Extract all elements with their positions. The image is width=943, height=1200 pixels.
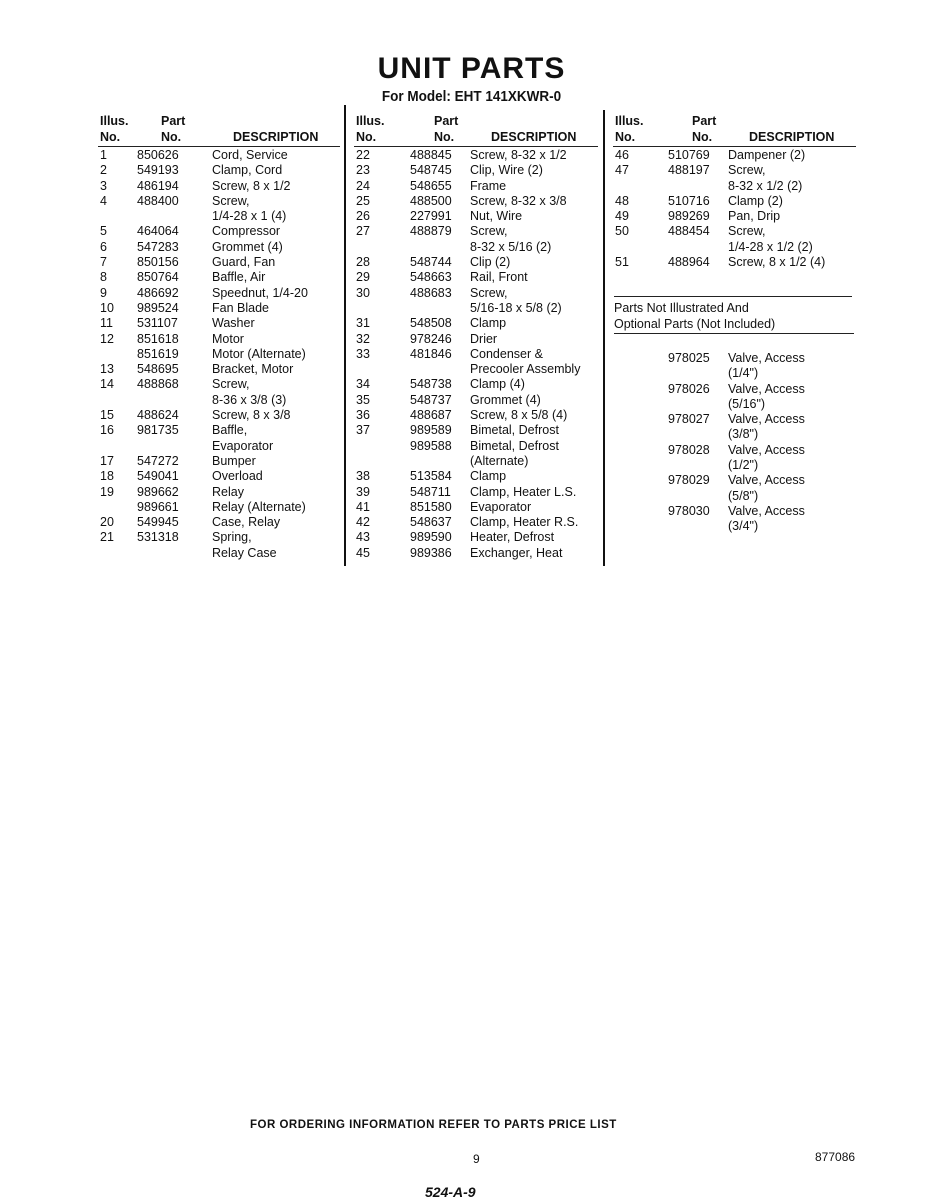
illus-header-1: Illus. [100,114,129,128]
description: Valve, Access [728,351,805,365]
description: 5/16-18 x 5/8 (2) [470,300,562,315]
part-no: 548737 [410,392,452,407]
illus-no: 34 [356,377,370,392]
description: Screw, 8 x 1/2 [212,178,291,193]
part-no: 851618 [137,331,179,346]
header-rule [98,146,340,147]
illus-no: 51 [615,255,629,270]
part-no: 548711 [410,484,451,499]
description: Screw, [212,377,250,392]
part-header-2: No. [434,130,455,144]
part-no: 549041 [137,469,179,484]
part-no: 978027 [668,412,710,427]
part-no: 981735 [137,423,179,438]
part-no: 464064 [137,224,179,239]
part-no: 989590 [410,530,452,545]
description: Relay [212,484,244,499]
description: Valve, Access [728,381,805,396]
illus-no: 19 [100,484,114,499]
description: Screw, 8-32 x 1/2 [470,148,567,162]
description: Spring, [212,530,252,545]
illus-no: 17 [100,453,114,468]
description: Clamp, Heater R.S. [470,515,579,530]
description: Washer [212,316,255,331]
part-no: 486194 [137,178,179,193]
part-header-1: Part [161,114,186,128]
part-no: 488683 [410,285,452,300]
part-no: 488454 [668,224,710,239]
illus-no: 31 [356,316,370,331]
description: Speednut, 1/4-20 [212,285,308,300]
part-no: 227991 [410,209,452,224]
illus-no: 45 [356,545,370,560]
description: Rail, Front [470,270,528,285]
description: Baffle, [212,423,248,438]
column-divider [344,105,346,566]
illus-no: 10 [100,300,114,315]
ordering-info-footer: FOR ORDERING INFORMATION REFER TO PARTS PRICE LIST [250,1119,617,1131]
description: Clamp [470,469,507,484]
description: Motor (Alternate) [212,346,306,361]
document-number: 877086 [815,1150,856,1164]
illus-no: 41 [356,499,370,514]
illus-no: 11 [100,316,113,331]
description: Dampener (2) [728,148,806,162]
part-no: 978030 [668,503,710,518]
part-no: 488624 [137,408,179,423]
model-subtitle: For Model: EHT 141XKWR-0 [381,88,562,105]
header-rule [613,146,856,147]
description: (3/8") [728,427,759,442]
description: Screw, [212,193,250,208]
description: (1/4") [728,366,759,381]
part-no: 486692 [137,285,179,300]
illus-no: 46 [615,148,629,162]
part-no: 548637 [410,515,452,530]
part-no: 531318 [137,530,179,545]
description: Drier [470,331,498,346]
description: Exchanger, Heat [470,545,563,560]
illus-header-1: Illus. [356,114,385,128]
description: Nut, Wire [470,209,523,224]
part-no: 851619 [137,346,179,361]
description: Heater, Defrost [470,530,555,545]
illus-no: 14 [100,377,114,392]
part-no: 488879 [410,224,452,239]
handwritten-reference: 524-A-9 [425,1184,476,1200]
part-no: 488500 [410,193,452,208]
part-no: 548508 [410,316,452,331]
description-header: DESCRIPTION [491,130,577,144]
illus-no: 22 [356,148,370,162]
illus-no: 25 [356,193,370,208]
illus-no: 8 [100,270,107,285]
description: Valve, Access [728,473,805,488]
part-no: 547283 [137,239,179,254]
illus-no: 36 [356,408,370,423]
optional-note-line-2: Optional Parts (Not Included) [614,316,776,331]
illus-no: 5 [100,224,107,239]
part-no: 978029 [668,473,710,488]
description: Grommet (4) [212,239,283,254]
illus-no: 24 [356,178,370,193]
description: Clamp [470,316,507,331]
description: Screw, [728,224,766,239]
illus-no: 23 [356,163,370,178]
description: Evaporator [470,499,532,514]
part-no: 513584 [410,469,452,484]
description: Bumper [212,453,256,468]
description: Clamp (2) [728,193,783,208]
description: Clip, Wire (2) [470,163,543,178]
description: Pan, Drip [728,209,781,224]
part-no: 989588 [410,438,452,453]
description-header: DESCRIPTION [233,130,319,144]
illus-no: 2 [100,163,107,178]
description: Screw, 8 x 5/8 (4) [470,408,568,423]
description: Overload [212,469,263,484]
description: Compressor [212,224,281,239]
description: Screw, 8 x 3/8 [212,408,291,423]
description: Motor [212,331,244,346]
description: Baffle, Air [212,270,266,285]
page-number: 9 [473,1152,480,1166]
part-no: 548695 [137,362,179,377]
optional-note-line-1: Parts Not Illustrated And [614,301,749,315]
description: Screw, [470,224,508,239]
illus-no: 33 [356,346,370,361]
illus-no: 7 [100,255,107,270]
part-no: 488845 [410,148,452,162]
part-no: 978026 [668,381,710,396]
illus-no: 6 [100,239,107,254]
illus-no: 12 [100,331,114,346]
part-no: 488197 [668,163,710,178]
description: Fan Blade [212,300,269,315]
part-no: 850764 [137,270,179,285]
illus-no: 15 [100,408,114,423]
illus-no: 38 [356,469,370,484]
description: Evaporator [212,438,274,453]
description: Screw, 8-32 x 3/8 [470,193,567,208]
part-no: 510769 [668,148,710,162]
part-header-1: Part [434,114,459,128]
illus-header-2: No. [356,130,377,144]
illus-no: 30 [356,285,370,300]
description: Relay (Alternate) [212,499,306,514]
part-no: 531107 [137,316,178,331]
description: Screw, [470,285,508,300]
column-divider [603,110,605,566]
illus-header-2: No. [100,130,121,144]
illus-no: 50 [615,224,629,239]
description: Clamp (4) [470,377,525,392]
part-no: 989662 [137,484,179,499]
part-no: 978028 [668,442,710,457]
part-no: 548738 [410,377,452,392]
illus-no: 35 [356,392,370,407]
illus-no: 29 [356,270,370,285]
illus-no: 13 [100,362,114,377]
description: Bimetal, Defrost [470,438,559,453]
header-rule [354,146,598,147]
description: (5/8") [728,488,759,503]
description: Screw, 8 x 1/2 (4) [728,255,826,270]
part-no: 548745 [410,163,452,178]
part-no: 989386 [410,545,452,560]
illus-no: 18 [100,469,114,484]
illus-no: 20 [100,515,114,530]
part-no: 989661 [137,499,179,514]
description-header: DESCRIPTION [749,130,835,144]
illus-header-1: Illus. [615,114,644,128]
part-no: 989589 [410,423,452,438]
description: Case, Relay [212,515,281,530]
description: Valve, Access [728,412,805,427]
part-no: 989269 [668,209,710,224]
page-title: UNIT PARTS [377,52,566,85]
description: (3/4") [728,519,759,534]
illus-no: 37 [356,423,370,438]
description: (5/16") [728,396,766,411]
part-no: 481846 [410,346,452,361]
description: (Alternate) [470,453,529,468]
illus-no: 21 [100,530,114,545]
illus-no: 28 [356,255,370,270]
part-no: 510716 [668,193,710,208]
description: 8-36 x 3/8 (3) [212,392,287,407]
illus-no: 1 [100,148,107,162]
part-no: 549193 [137,163,179,178]
part-no: 548744 [410,255,452,270]
illus-no: 9 [100,285,107,300]
part-no: 978025 [668,351,710,365]
illus-no: 16 [100,423,114,438]
part-no: 978246 [410,331,452,346]
part-no: 851580 [410,499,452,514]
description: Valve, Access [728,503,805,518]
illus-no: 27 [356,224,370,239]
part-no: 549945 [137,515,179,530]
illus-no: 49 [615,209,629,224]
description: Clamp, Cord [212,163,283,178]
description: 1/4-28 x 1 (4) [212,209,287,224]
illus-no: 42 [356,515,370,530]
illus-header-2: No. [615,130,636,144]
part-no: 488687 [410,408,452,423]
part-no: 548655 [410,178,452,193]
description: Clamp, Heater L.S. [470,484,577,499]
description: Relay Case [212,545,277,560]
description: Valve, Access [728,442,805,457]
description: Cord, Service [212,148,288,162]
divider [614,296,852,297]
description: Bracket, Motor [212,362,294,377]
part-no: 547272 [137,453,179,468]
part-header-2: No. [161,130,182,144]
illus-no: 4 [100,193,107,208]
description: Precooler Assembly [470,362,581,377]
description: 8-32 x 5/16 (2) [470,239,552,254]
description: Screw, [728,163,766,178]
divider [614,333,854,334]
part-no: 548663 [410,270,452,285]
description: 8-32 x 1/2 (2) [728,178,803,193]
description: Clip (2) [470,255,511,270]
description: (1/2") [728,458,759,473]
illus-no: 39 [356,484,370,499]
description: Frame [470,178,507,193]
description: 1/4-28 x 1/2 (2) [728,239,813,254]
description: Condenser & [470,346,543,361]
part-no: 989524 [137,300,179,315]
part-no: 488400 [137,193,179,208]
illus-no: 47 [615,163,629,178]
description: Grommet (4) [470,392,541,407]
part-no: 488964 [668,255,710,270]
part-no: 488868 [137,377,179,392]
optional-parts-note [614,301,775,332]
part-header-2: No. [692,130,713,144]
part-no: 850626 [137,148,179,162]
description: Guard, Fan [212,255,276,270]
illus-no: 43 [356,530,370,545]
description: Bimetal, Defrost [470,423,559,438]
illus-no: 32 [356,331,370,346]
part-no: 850156 [137,255,179,270]
illus-no: 26 [356,209,370,224]
part-header-1: Part [692,114,717,128]
illus-no: 48 [615,193,629,208]
illus-no: 3 [100,178,107,193]
